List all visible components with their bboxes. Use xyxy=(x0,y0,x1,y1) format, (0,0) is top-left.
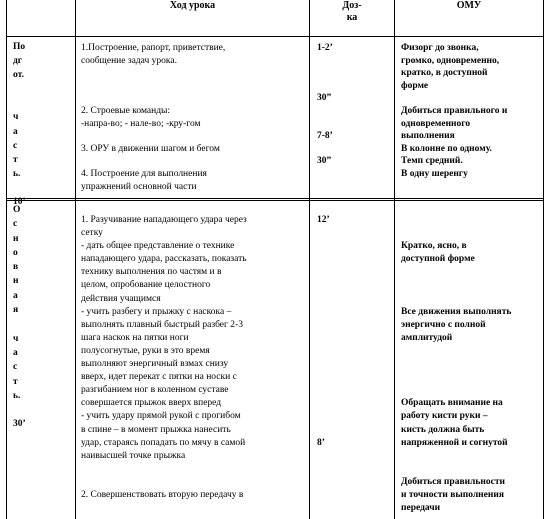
part2-dose-line xyxy=(317,384,330,397)
part2-dose-line xyxy=(317,293,330,306)
part1-dose-line: 7-8’ xyxy=(317,131,333,142)
column-divider-2 xyxy=(309,0,310,519)
part2-label-line: 30’ xyxy=(13,419,26,430)
part1-course-line xyxy=(81,92,225,105)
part2-course-line: шага наскок на пятки ноги xyxy=(81,332,189,343)
part2-omu xyxy=(401,214,511,515)
part1-omu-line: Физорг до звонка, xyxy=(401,43,479,53)
part2-course-line: - дать общее представление о технике xyxy=(81,241,235,252)
part2-omu-line: Добиться правильности xyxy=(401,476,505,487)
part2-omu-line xyxy=(401,450,511,463)
part2-omu-line xyxy=(401,279,511,292)
part2-label-line: ь. xyxy=(13,390,21,401)
part1-label-line: 10’ xyxy=(13,197,26,208)
part2-dose-line xyxy=(317,424,330,437)
part2-dose-line xyxy=(317,306,330,319)
table-border-left xyxy=(6,0,7,519)
part1-label-line: дг xyxy=(13,56,23,67)
part1-dose-line xyxy=(317,80,333,93)
part2-omu-line xyxy=(401,214,511,227)
part1-omu-line: В одну шеренгу xyxy=(401,168,468,179)
part2-omu-line xyxy=(401,345,511,358)
part1-omu-line xyxy=(401,92,507,105)
part2-label-line: о xyxy=(13,247,18,258)
part2-omu-line: доступной форме xyxy=(401,254,475,265)
part2-course-line: действия учащимся xyxy=(81,293,161,304)
part1-course-line: 1.Построение, рапорт, приветствие, xyxy=(81,43,226,53)
part2-course-line: вверх, идет перекат с пятки на носки с xyxy=(81,372,237,383)
part1-dose-line xyxy=(317,143,333,156)
part2-dose-line xyxy=(317,266,330,279)
part1-course-line xyxy=(81,67,225,80)
part2-omu-line: Обращать внимание на xyxy=(401,398,503,409)
part2-omu-line: Все движения выполнять xyxy=(401,306,512,317)
part1-label-line: По xyxy=(13,42,26,52)
part2-label-line: с xyxy=(13,362,18,373)
part2-dose-line xyxy=(317,410,330,423)
part2-omu-line: энергично с полной xyxy=(401,319,486,330)
part2-course-line: наивысшей точке прыжка xyxy=(81,450,186,461)
part2-label-line: а xyxy=(13,290,18,301)
part2-dose xyxy=(317,214,330,450)
part2-label-line: О xyxy=(13,205,21,215)
part2-label-line xyxy=(13,403,26,417)
part1-label-line: т xyxy=(13,154,18,165)
part2-course-line: сетку xyxy=(81,228,103,239)
part2-dose-line: 12’ xyxy=(317,215,330,225)
part2-omu-line: работу кисти руки – xyxy=(401,411,488,422)
column-divider-1 xyxy=(75,0,76,519)
header-course: Ход урока xyxy=(169,0,216,11)
header-bottom-border xyxy=(6,36,544,37)
part1-label-line: а xyxy=(13,126,18,137)
part2-omu-line: напряженной и согнутой xyxy=(401,437,508,448)
part2-dose-line xyxy=(317,279,330,292)
part1-omu-line: выполнения xyxy=(401,131,455,142)
part1-label-line xyxy=(13,181,26,195)
part2-omu-line: передачи xyxy=(401,503,441,514)
part2-omu-line xyxy=(401,227,511,240)
part1-label-line: с xyxy=(13,140,18,151)
part2-dose-line xyxy=(317,358,330,371)
part1-label-line xyxy=(13,82,26,96)
part2-omu-line xyxy=(401,463,511,476)
part2-omu-line xyxy=(401,293,511,306)
part2-dose-line xyxy=(317,332,330,345)
part2-course-line: - учить разбегу и прыжку с наскока – xyxy=(81,306,232,317)
part1-course-line: сообщение задач урока. xyxy=(81,55,177,66)
part2-dose-line xyxy=(317,345,330,358)
part1-omu-line: громко, одновременно, xyxy=(401,55,500,66)
part1-dose xyxy=(317,42,333,168)
part2-course-line: 2. Совершенствовать вторую передачу в xyxy=(81,489,244,500)
part1-label xyxy=(13,40,26,209)
part2-label-line: с xyxy=(13,219,18,230)
header-omu: ОМУ xyxy=(456,0,482,11)
part1-omu-line: кратко, в доступной xyxy=(401,68,488,79)
part1-label-line: от. xyxy=(13,70,24,81)
part2-course-line: нападающего удара, рассказать, показать xyxy=(81,254,247,265)
part2-omu-line: кисть должна быть xyxy=(401,424,485,435)
part2-omu-line: амплитудой xyxy=(401,332,453,343)
part1-dose-line: 1-2’ xyxy=(317,43,333,53)
part2-label xyxy=(13,203,26,432)
part1-omu xyxy=(401,42,507,181)
part1-dose-line xyxy=(317,105,333,118)
part2-label-line: ч xyxy=(13,333,19,344)
part1-course xyxy=(81,42,225,193)
part2-dose-line xyxy=(317,253,330,266)
part2-label-line: т xyxy=(13,376,18,387)
part2-course-line: разгибанием ног в коленном суставе xyxy=(81,385,229,396)
part1-course-line xyxy=(81,80,225,93)
part1-dose-line xyxy=(317,118,333,131)
part2-label-line: н xyxy=(13,276,19,287)
part2-course-line: - учить удару прямой рукой с прогибом xyxy=(81,411,241,422)
part2-label-line: н xyxy=(13,233,19,244)
column-divider-3 xyxy=(394,0,395,519)
part2-course-line: удар, стараясь попадать по мячу в самой xyxy=(81,437,246,448)
part1-dose-line: 30” xyxy=(317,93,332,104)
part2-omu-line xyxy=(401,371,511,384)
part2-course-line: выполняют энергичный взмах снизу xyxy=(81,359,229,370)
part2-omu-line xyxy=(401,384,511,397)
part1-course-line: 3. ОРУ в движении шагом и бегом xyxy=(81,143,220,154)
part1-course-line: 4. Построение для выполнения xyxy=(81,168,207,179)
table-border-right xyxy=(543,0,544,519)
part2-course-line: технику выполнения по частям и в xyxy=(81,267,222,278)
part2-course xyxy=(81,214,247,502)
part1-course-line: упражнений основной части xyxy=(81,181,197,192)
part1-omu-line: форме xyxy=(401,80,429,91)
part1-omu-line: Темп средний. xyxy=(401,156,463,167)
part2-dose-line xyxy=(317,227,330,240)
part2-dose-line: 8’ xyxy=(317,437,325,448)
part2-omu-line: Кратко, ясно, в xyxy=(401,241,467,252)
part1-label-line xyxy=(13,96,26,110)
part1-omu-line: Добиться правильного и xyxy=(401,105,508,116)
part1-dose-line xyxy=(317,55,333,68)
part1-dose-line xyxy=(317,67,333,80)
part1-label-line: ь. xyxy=(13,168,21,179)
part2-omu-line xyxy=(401,358,511,371)
part2-label-line: в xyxy=(13,262,19,273)
part1-course-line xyxy=(81,130,225,143)
part1-omu-line: В колонне по одному. xyxy=(401,143,492,154)
part2-dose-line xyxy=(317,240,330,253)
part1-dose-line: 30” xyxy=(317,156,332,167)
part2-course-line: выполнять плавный быстрый разбег 2-3 xyxy=(81,319,243,330)
part2-label-line: я xyxy=(13,305,19,316)
part2-course-line: в спине – в момент прыжка нанесить xyxy=(81,424,231,435)
part1-omu-line: одновременного xyxy=(401,118,471,129)
part2-course-line xyxy=(81,476,247,489)
part2-course-line: 1. Разучивание нападающего удара через xyxy=(81,215,247,225)
part1-course-line: 2. Строевые команды: xyxy=(81,105,171,116)
part1-bottom-border xyxy=(6,198,544,199)
part2-dose-line xyxy=(317,397,330,410)
part1-course-line: -напра-во; - нале-во; -кру-гом xyxy=(81,118,201,129)
part2-course-line xyxy=(81,463,247,476)
part2-label-line xyxy=(13,317,26,331)
part2-label-line: а xyxy=(13,347,18,358)
part2-course-line: совершается прыжок вверх вперед xyxy=(81,398,222,409)
header-dose: Доз- ка xyxy=(342,0,362,23)
part2-dose-line xyxy=(317,319,330,332)
part2-omu-line xyxy=(401,266,511,279)
part1-bottom-border-double xyxy=(6,200,544,201)
part2-course-line: целом, опробование целостного xyxy=(81,280,211,291)
part1-label-line: ч xyxy=(13,112,19,123)
part2-omu-line: и точности выполнения xyxy=(401,489,504,500)
part2-dose-line xyxy=(317,371,330,384)
part2-course-line: полусогнутые, руки в это время xyxy=(81,345,210,356)
part1-course-line xyxy=(81,155,225,168)
